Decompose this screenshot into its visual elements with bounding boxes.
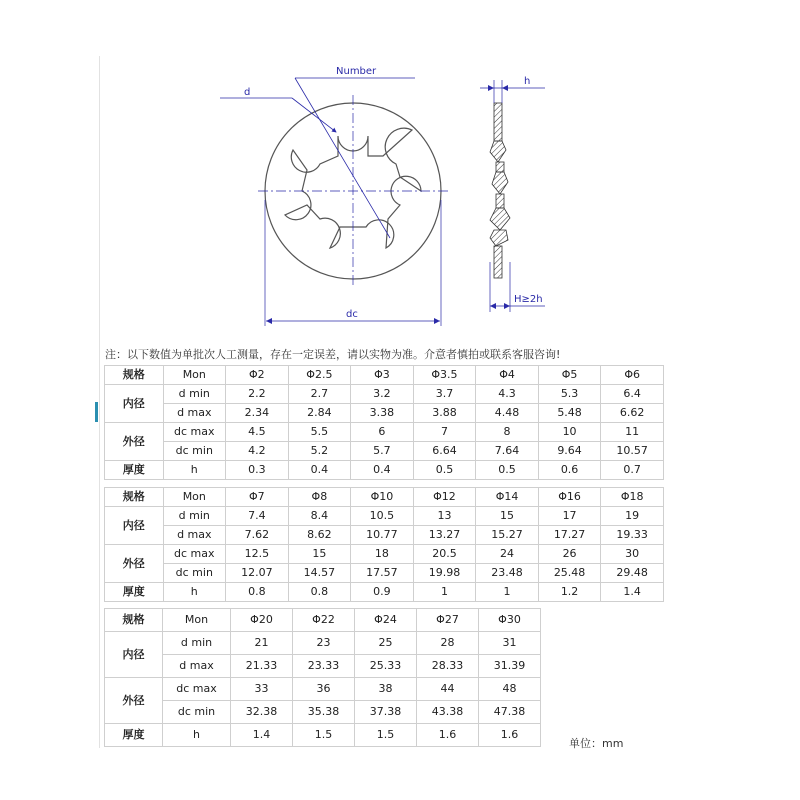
- value-cell: 6.64: [413, 442, 476, 461]
- value-cell: 12.5: [226, 545, 289, 564]
- value-cell: 21: [231, 632, 293, 655]
- value-cell: 5.48: [538, 404, 601, 423]
- size-cell: Φ18: [601, 488, 664, 507]
- param-dc-max: dc max: [163, 423, 226, 442]
- size-cell: Φ2: [226, 366, 289, 385]
- value-cell: 0.8: [288, 583, 351, 602]
- value-cell: 1.4: [601, 583, 664, 602]
- size-cell: Φ6: [601, 366, 664, 385]
- value-cell: 0.3: [226, 461, 289, 480]
- table-row: [105, 545, 664, 564]
- param-dc-max: dc max: [163, 545, 226, 564]
- param-h: h: [163, 724, 231, 747]
- label-h: h: [524, 76, 531, 87]
- table-row: [105, 366, 664, 385]
- value-cell: 32.38: [231, 701, 293, 724]
- value-cell: 0.6: [538, 461, 601, 480]
- value-cell: 23.33: [293, 655, 355, 678]
- value-cell: 1: [476, 583, 539, 602]
- value-cell: 28: [417, 632, 479, 655]
- value-cell: 2.84: [288, 404, 351, 423]
- value-cell: 4.5: [226, 423, 289, 442]
- value-cell: 33: [231, 678, 293, 701]
- value-cell: 14.57: [288, 564, 351, 583]
- value-cell: 37.38: [355, 701, 417, 724]
- value-cell: 1.6: [479, 724, 541, 747]
- value-cell: 1.5: [355, 724, 417, 747]
- table-row: [105, 655, 541, 678]
- table-row: [105, 526, 664, 545]
- value-cell: 0.8: [226, 583, 289, 602]
- washer-drawing: [0, 0, 800, 340]
- value-cell: 30: [601, 545, 664, 564]
- value-cell: 35.38: [293, 701, 355, 724]
- value-cell: 1.6: [417, 724, 479, 747]
- table-row: [105, 701, 541, 724]
- table-row: [105, 609, 541, 632]
- value-cell: 10: [538, 423, 601, 442]
- value-cell: 31.39: [479, 655, 541, 678]
- category-thickness: 厚度: [105, 461, 164, 480]
- table-row: [105, 507, 664, 526]
- size-cell: Φ14: [476, 488, 539, 507]
- table-row: [105, 423, 664, 442]
- value-cell: 29.48: [601, 564, 664, 583]
- value-cell: 20.5: [413, 545, 476, 564]
- disclaimer-note: 注：以下数值为单批次人工测量，存在一定误差，请以实物为准。介意者慎拍或联系客服咨询!: [105, 348, 561, 361]
- category-thickness: 厚度: [105, 724, 163, 747]
- size-cell: Φ3.5: [413, 366, 476, 385]
- param-d-min: d min: [163, 385, 226, 404]
- table-row: [105, 404, 664, 423]
- size-cell: Φ22: [293, 609, 355, 632]
- H-arrow-left: [490, 303, 496, 309]
- value-cell: 4.3: [476, 385, 539, 404]
- size-cell: Φ30: [479, 609, 541, 632]
- value-cell: 6.62: [601, 404, 664, 423]
- table-row: [105, 583, 664, 602]
- param-dc-max: dc max: [163, 678, 231, 701]
- value-cell: 10.77: [351, 526, 414, 545]
- value-cell: 0.9: [351, 583, 414, 602]
- value-cell: 13.27: [413, 526, 476, 545]
- value-cell: 0.5: [413, 461, 476, 480]
- value-cell: 0.4: [288, 461, 351, 480]
- param-dc-min: dc min: [163, 442, 226, 461]
- param-dc-min: dc min: [163, 701, 231, 724]
- category-inner: 内径: [105, 507, 164, 545]
- H-arrow-right: [504, 303, 510, 309]
- value-cell: 2.2: [226, 385, 289, 404]
- size-cell: Φ10: [351, 488, 414, 507]
- value-cell: 0.4: [351, 461, 414, 480]
- category-outer: 外径: [105, 678, 163, 724]
- label-d: d: [244, 87, 251, 98]
- value-cell: 2.34: [226, 404, 289, 423]
- value-cell: 12.07: [226, 564, 289, 583]
- size-cell: Φ8: [288, 488, 351, 507]
- value-cell: 25.48: [538, 564, 601, 583]
- value-cell: 19.98: [413, 564, 476, 583]
- table-row: [105, 461, 664, 480]
- value-cell: 7.4: [226, 507, 289, 526]
- spec-table-2: [104, 487, 664, 602]
- value-cell: 24: [476, 545, 539, 564]
- value-cell: 15: [288, 545, 351, 564]
- category-inner: 内径: [105, 385, 164, 423]
- h-arrow-right: [502, 85, 508, 91]
- size-cell: Φ20: [231, 609, 293, 632]
- header-spec: 规格: [105, 609, 163, 632]
- value-cell: 13: [413, 507, 476, 526]
- size-cell: Φ12: [413, 488, 476, 507]
- washer-side-view: [490, 103, 510, 278]
- label-number: Number: [336, 66, 377, 77]
- value-cell: 21.33: [231, 655, 293, 678]
- dc-arrow-right: [434, 318, 440, 324]
- table-row: [105, 724, 541, 747]
- category-outer: 外径: [105, 545, 164, 583]
- spec-table-1: [104, 365, 664, 480]
- value-cell: 1.5: [293, 724, 355, 747]
- value-cell: 38: [355, 678, 417, 701]
- header-mon: Mon: [163, 488, 226, 507]
- value-cell: 11: [601, 423, 664, 442]
- size-cell: Φ16: [538, 488, 601, 507]
- value-cell: 25.33: [355, 655, 417, 678]
- value-cell: 2.7: [288, 385, 351, 404]
- value-cell: 1: [413, 583, 476, 602]
- size-cell: Φ4: [476, 366, 539, 385]
- value-cell: 0.7: [601, 461, 664, 480]
- value-cell: 4.2: [226, 442, 289, 461]
- value-cell: 10.5: [351, 507, 414, 526]
- value-cell: 5.7: [351, 442, 414, 461]
- value-cell: 1.2: [538, 583, 601, 602]
- table-row: [105, 385, 664, 404]
- value-cell: 25: [355, 632, 417, 655]
- value-cell: 28.33: [417, 655, 479, 678]
- value-cell: 18: [351, 545, 414, 564]
- size-cell: Φ5: [538, 366, 601, 385]
- value-cell: 9.64: [538, 442, 601, 461]
- category-outer: 外径: [105, 423, 164, 461]
- value-cell: 3.38: [351, 404, 414, 423]
- spec-table-3: [104, 608, 541, 747]
- value-cell: 3.88: [413, 404, 476, 423]
- value-cell: 48: [479, 678, 541, 701]
- table-row: [105, 632, 541, 655]
- value-cell: 17.27: [538, 526, 601, 545]
- value-cell: 15.27: [476, 526, 539, 545]
- value-cell: 7: [413, 423, 476, 442]
- number-leader-diagonal: [295, 78, 390, 238]
- param-d-max: d max: [163, 404, 226, 423]
- param-h: h: [163, 461, 226, 480]
- table-row: [105, 564, 664, 583]
- category-thickness: 厚度: [105, 583, 164, 602]
- table-row: [105, 442, 664, 461]
- header-spec: 规格: [105, 366, 164, 385]
- dc-arrow-left: [266, 318, 272, 324]
- value-cell: 19.33: [601, 526, 664, 545]
- value-cell: 5.3: [538, 385, 601, 404]
- value-cell: 43.38: [417, 701, 479, 724]
- value-cell: 6: [351, 423, 414, 442]
- value-cell: 3.7: [413, 385, 476, 404]
- param-d-min: d min: [163, 507, 226, 526]
- table-row: [105, 488, 664, 507]
- value-cell: 7.62: [226, 526, 289, 545]
- unit-label: 单位：mm: [569, 737, 624, 750]
- label-H: H≥2h: [514, 294, 543, 305]
- category-inner: 内径: [105, 632, 163, 678]
- value-cell: 5.2: [288, 442, 351, 461]
- value-cell: 10.57: [601, 442, 664, 461]
- value-cell: 23.48: [476, 564, 539, 583]
- size-cell: Φ7: [226, 488, 289, 507]
- value-cell: 7.64: [476, 442, 539, 461]
- label-dc: dc: [346, 309, 358, 320]
- value-cell: 15: [476, 507, 539, 526]
- size-cell: Φ27: [417, 609, 479, 632]
- value-cell: 1.4: [231, 724, 293, 747]
- value-cell: 0.5: [476, 461, 539, 480]
- value-cell: 3.2: [351, 385, 414, 404]
- value-cell: 17.57: [351, 564, 414, 583]
- param-d-min: d min: [163, 632, 231, 655]
- header-mon: Mon: [163, 366, 226, 385]
- param-d-max: d max: [163, 655, 231, 678]
- size-cell: Φ3: [351, 366, 414, 385]
- param-h: h: [163, 583, 226, 602]
- value-cell: 6.4: [601, 385, 664, 404]
- value-cell: 31: [479, 632, 541, 655]
- value-cell: 47.38: [479, 701, 541, 724]
- value-cell: 23: [293, 632, 355, 655]
- table-row: [105, 678, 541, 701]
- header-spec: 规格: [105, 488, 164, 507]
- param-dc-min: dc min: [163, 564, 226, 583]
- value-cell: 17: [538, 507, 601, 526]
- param-d-max: d max: [163, 526, 226, 545]
- value-cell: 8: [476, 423, 539, 442]
- value-cell: 8.62: [288, 526, 351, 545]
- value-cell: 44: [417, 678, 479, 701]
- value-cell: 36: [293, 678, 355, 701]
- size-cell: Φ24: [355, 609, 417, 632]
- value-cell: 5.5: [288, 423, 351, 442]
- value-cell: 4.48: [476, 404, 539, 423]
- value-cell: 8.4: [288, 507, 351, 526]
- accent-marker: [95, 402, 98, 422]
- h-arrow-left: [488, 85, 494, 91]
- size-cell: Φ2.5: [288, 366, 351, 385]
- header-mon: Mon: [163, 609, 231, 632]
- value-cell: 26: [538, 545, 601, 564]
- value-cell: 19: [601, 507, 664, 526]
- d-leader-diagonal: [292, 98, 336, 132]
